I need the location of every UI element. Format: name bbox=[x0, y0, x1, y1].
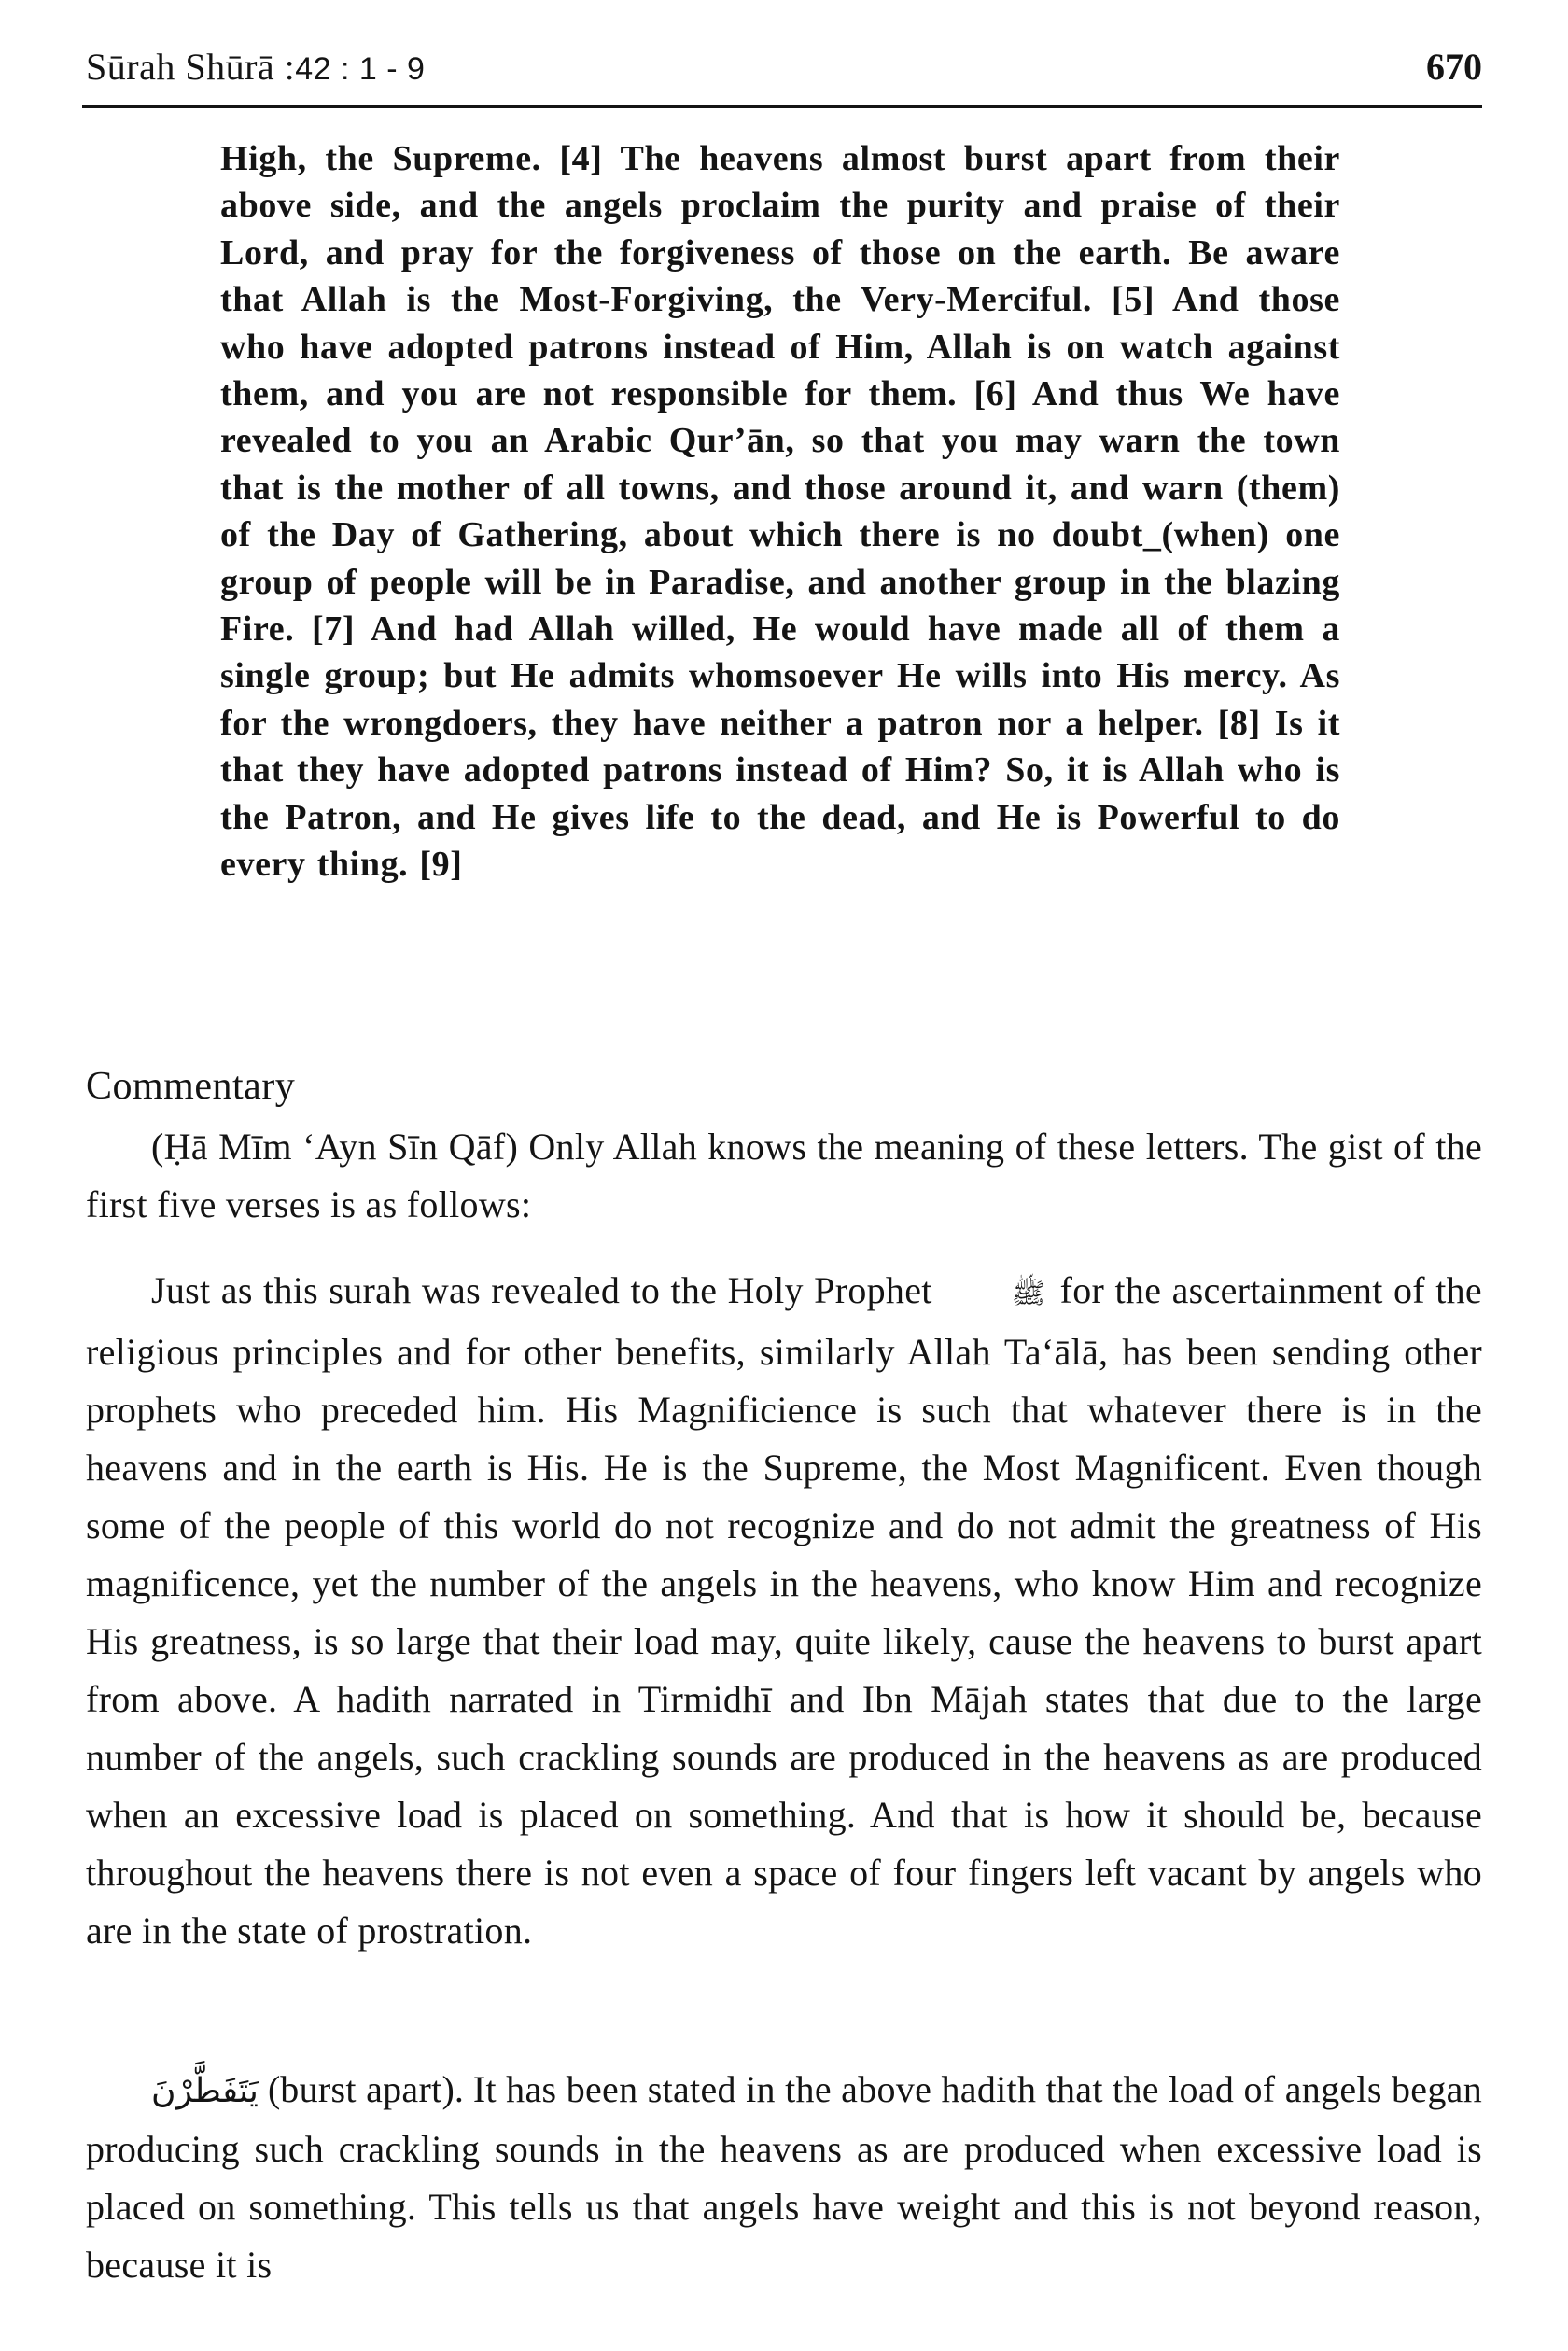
commentary-paragraph-1: (Ḥā Mīm ‘Ayn Sīn Qāf) Only Allah knows the meaning of these letters. The gist of the first five verses is as follows: bbox=[86, 1126, 1482, 1225]
commentary-heading: Commentary bbox=[86, 1065, 296, 1108]
header-rule bbox=[82, 105, 1482, 108]
arabic-term: يَتَفَطَّرْنَ bbox=[151, 2072, 259, 2110]
surah-title bbox=[86, 45, 425, 89]
paragraph-2-lead: Just as this surah was revealed to the Holy Prophet bbox=[151, 1269, 932, 1311]
paragraph-3-body: (burst apart). It has been stated in the above hadith that the load of angels began producing such crackling sounds in the heavens as are produced when excessive load is placed on something. This tells us that angels have weight and this is not beyond reason, because it is bbox=[86, 2068, 1483, 2286]
surah-name: Sūrah Shūrā : bbox=[86, 46, 296, 88]
running-header bbox=[86, 45, 1482, 101]
verse-reference: 42 : 1 - 9 bbox=[295, 51, 426, 87]
paragraph-2-body: for the ascertainment of the religious principles and for other benefits, similarly Allah Ta‘ālā, has been sending other prophets who preceded him. His Magnificience is such that whatever there is in the heavens and in the earth is His. He is the Supreme, the Most Magnificent. Even though some of the people of this world do not recognize and do not admit the greatness of His magnificence, yet the number of the angels in the heavens, who know Him and recognize His greatness, is so large that their load may, quite likely, cause the heavens to burst apart from above. A hadith narrated in Tirmidhī and Ibn Mājah states that due to the large number of the angels, such crackling sounds are produced in the heavens as are produced when an excessive load is placed on something. And that is how it should be, because throughout the heavens there is not even a space of four fingers left vacant by angels who are in the state of prostration. bbox=[86, 1269, 1482, 1952]
verse-translation: High, the Supreme. [4] The heavens almost burst apart from their above side, and the angels proclaim the purity and praise of their Lord, and pray for the forgiveness of those on the earth. Be aware that Allah is the Most-Forgiving, the Very-Merciful. [5] And those who have adopted patrons instead of Him, Allah is on watch against them, and you are not responsible for them. [6] And thus We have revealed to you an Arabic Qur’ān, so that you may warn the town that is the mother of all towns, and those around it, and warn (them) of the Day of Gathering, about which there is no doubt_(when) one group of people will be in Paradise, and another group in the blazing Fire. [7] And had Allah willed, He would have made all of them a single group; but He admits whomsoever He wills into His mercy. As for the wrongdoers, they have neither a patron nor a helper. [8] Is it that they have adopted patrons instead of Him? So, it is Allah who is the Patron, and He gives life to the dead, and He is Powerful to do every thing. [9] bbox=[220, 139, 1340, 885]
page-number: 670 bbox=[1426, 46, 1482, 88]
commentary-paragraph-3 bbox=[86, 2061, 1482, 2294]
honorific-glyph: ﷺ bbox=[1012, 1278, 1046, 1309]
commentary-paragraph-2 bbox=[86, 1262, 1482, 1960]
